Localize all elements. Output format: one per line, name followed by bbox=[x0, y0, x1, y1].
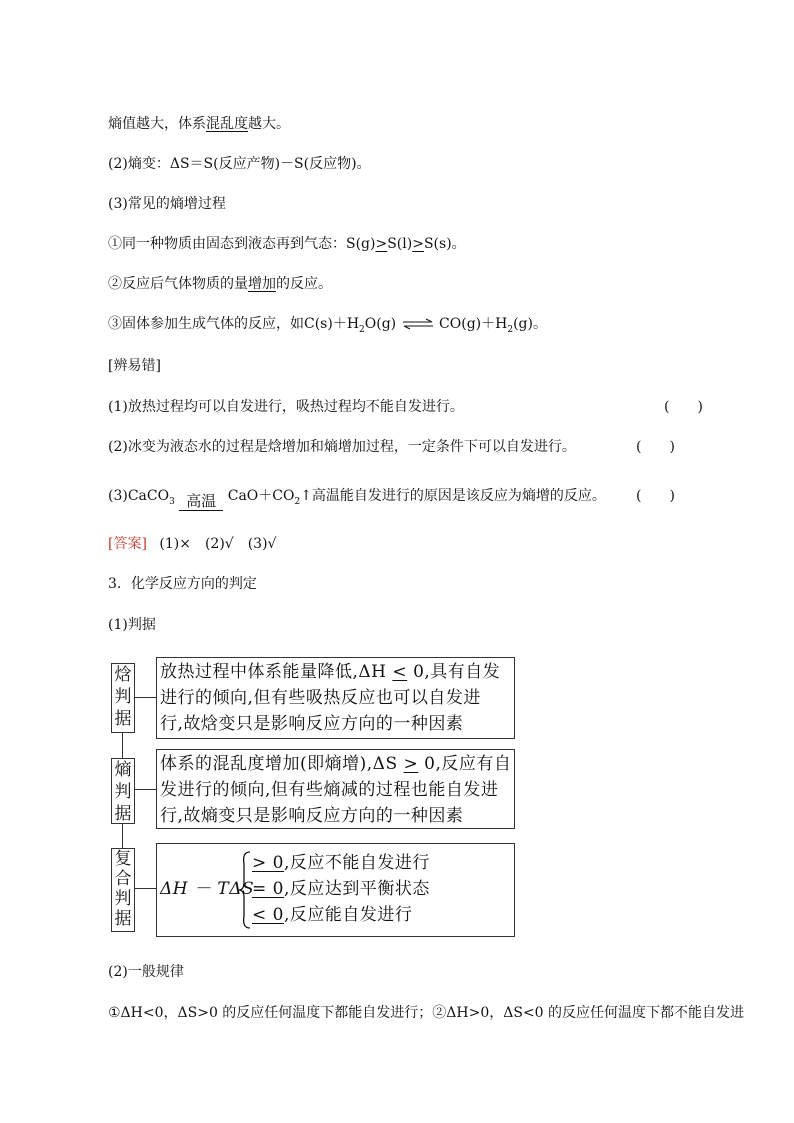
connector-h2 bbox=[134, 789, 156, 790]
answer-text: (1)× (2)√ (3)√ bbox=[159, 536, 277, 552]
label-enthalpy-criterion: 焓 判 据 bbox=[111, 663, 135, 733]
blank-disorder: 混乱度 bbox=[206, 116, 248, 132]
section-3-heading: 3．化学反应方向的判定 bbox=[108, 576, 257, 592]
connector-h3 bbox=[134, 888, 156, 889]
enthalpy-line-2: 进行的倾向,但有些吸热反应也可以自发进 bbox=[160, 688, 481, 708]
reaction-condition: 高温 bbox=[179, 504, 223, 511]
composite-case-2: = 0,反应达到平衡状态 bbox=[252, 879, 430, 899]
line-state-order: ①同一种物质由固态到液态再到气态：S(g)>S(l)>S(s)。 bbox=[108, 236, 466, 252]
enthalpy-line-3: 行,故焓变只是影响反应方向的一种因素 bbox=[160, 714, 464, 734]
connector-vertical-1 bbox=[122, 733, 123, 758]
label-composite-criterion: 复 合 判 据 bbox=[111, 848, 135, 932]
connector-vertical-2 bbox=[122, 823, 123, 848]
brace-icon bbox=[238, 850, 252, 930]
equilibrium-arrow-icon bbox=[401, 318, 435, 330]
entropy-line-1: 体系的混乱度增加(即熵增),ΔS > 0,反应有自 bbox=[160, 754, 512, 774]
connector-h1 bbox=[134, 697, 156, 698]
line-gas-increase: ②反应后气体物质的量增加的反应。 bbox=[108, 276, 332, 292]
question-2-paren: ( ) bbox=[636, 439, 675, 455]
entropy-line-2: 发进行的倾向,但有些熵减的过程也能自发进 bbox=[160, 780, 499, 800]
line-solid-gas-reaction: ③固体参加生成气体的反应，如$C(s)+H_2O(g)$ $CO(g)+H_2(g)$。 bbox=[108, 316, 547, 335]
section-3-1-heading: (1)判据 bbox=[108, 617, 156, 633]
line-common-entropy-increase: (3)常见的熵增过程 bbox=[108, 196, 226, 212]
enthalpy-line-1: 放热过程中体系能量降低,ΔH < 0,具有自发 bbox=[160, 662, 501, 682]
question-1-paren: ( ) bbox=[664, 399, 703, 415]
line-entropy-value: 熵值越大，体系混乱度越大。 bbox=[108, 116, 290, 132]
question-2: (2)冰变为液态水的过程是焓增加和熵增加过程，一定条件下可以自发进行。 bbox=[108, 439, 576, 455]
line-entropy-change: (2)熵变：ΔS＝S(反应产物)－S(反应物)。 bbox=[108, 156, 371, 172]
general-rule-line: ①ΔH<0，ΔS>0 的反应任何温度下都能自发进行；②ΔH>0，ΔS<0 的反应任何温度下都不能自发进 bbox=[108, 1005, 745, 1021]
answer-label: [答案] bbox=[108, 536, 147, 552]
entropy-line-3: 行,故熵变只是影响反应方向的一种因素 bbox=[160, 806, 464, 826]
section-3-2-heading: (2)一般规律 bbox=[108, 964, 184, 980]
question-1: (1)放热过程均可以自发进行，吸热过程均不能自发进行。 bbox=[108, 399, 464, 415]
composite-case-1: > 0,反应不能自发进行 bbox=[252, 853, 430, 873]
question-3-paren: ( ) bbox=[636, 488, 675, 504]
composite-case-3: < 0,反应能自发进行 bbox=[252, 905, 413, 925]
question-3: (3)CaCO$_3$ 高温 $CaO+CO_2↑$高温能自发进行的原因是该反应为熵增的反应。 bbox=[108, 488, 606, 510]
label-entropy-criterion: 熵 判 据 bbox=[111, 758, 135, 824]
heading-identify-errors: [辨易错] bbox=[108, 358, 161, 374]
answer-line bbox=[108, 535, 276, 553]
composite-expression: ΔH － TΔS bbox=[160, 879, 255, 899]
